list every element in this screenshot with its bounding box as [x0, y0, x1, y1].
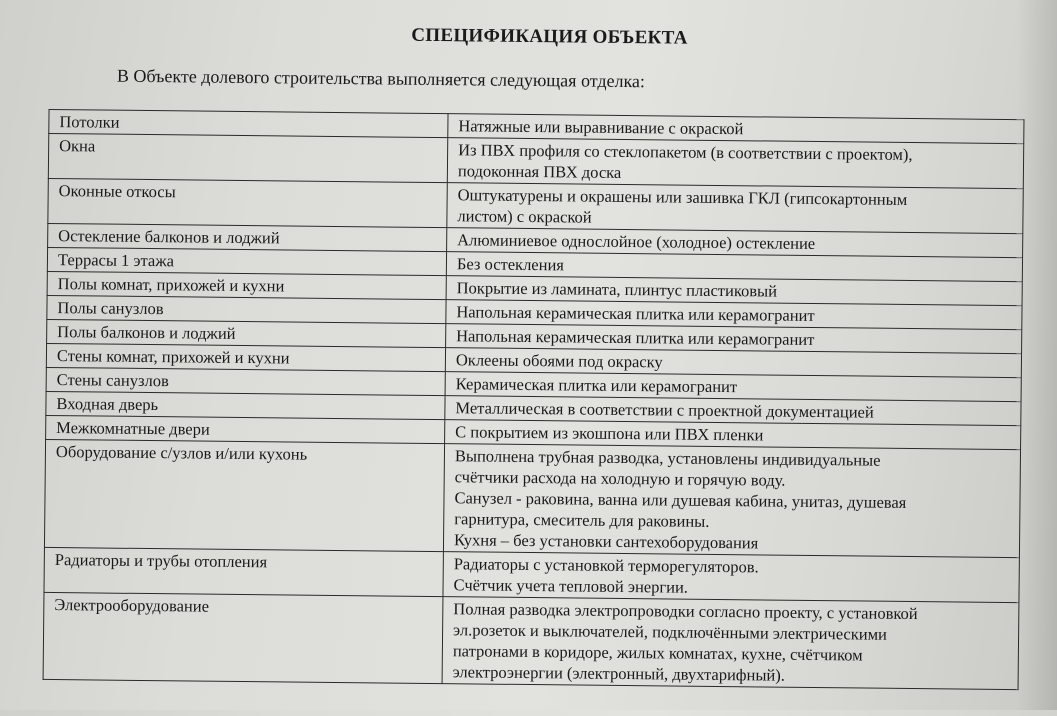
table-row	[43, 592, 1019, 689]
description-line: Напольная керамическая плитка или керамогранит	[456, 302, 815, 325]
description-line: Кухня – без установки сантехоборудования	[453, 530, 759, 553]
document-title: СПЕЦИФИКАЦИЯ ОБЪЕКТА	[411, 24, 688, 49]
item-name-cell: Террасы 1 этажа	[47, 247, 446, 275]
item-name-cell: Полы комнат, прихожей и кухни	[47, 271, 446, 299]
item-name-cell: Электрооборудование	[43, 592, 443, 683]
item-name-cell: Радиаторы и трубы отопления	[44, 547, 443, 596]
item-name-cell: Остекление балконов и лоджий	[48, 223, 447, 251]
description-line: гарнитура, смеситель для раковины.	[454, 509, 710, 531]
finish-description-cell	[443, 444, 1020, 558]
description-line: электроэнергии (электронный, двухтарифный).	[452, 662, 786, 685]
item-name-cell: Стены комнат, прихожей и кухни	[46, 343, 445, 371]
description-line: Санузел - раковина, ванна или душевая кабина, унитаз, душевая	[454, 488, 907, 512]
description-line: листом) с окраской	[457, 206, 592, 227]
description-line: эл.розеток и выключателей, подключёнными электрическими	[453, 620, 888, 644]
table-row	[44, 439, 1020, 557]
item-name-cell: Окна	[48, 133, 447, 182]
finish-description-cell	[447, 138, 1023, 189]
item-name-cell: Входная дверь	[46, 391, 445, 419]
finish-description-cell	[443, 552, 1019, 603]
description-line: Металлическая в соответствии с проектной документацией	[455, 398, 874, 422]
description-line: Керамическая плитка или керамогранит	[455, 374, 738, 397]
intro-text: В Объекте долевого строительства выполняется следующая отделка:	[116, 65, 646, 92]
description-line: Выполнена трубная разводка, установлены индивидуальные	[454, 446, 881, 470]
description-line: Полная разводка электропроводки согласно проекту, с установкой	[453, 599, 918, 624]
description-line: подоконная ПВХ доска	[457, 161, 622, 182]
finish-description-cell	[447, 183, 1023, 234]
description-line: счётчики расхода на холодную и горячую воду.	[454, 467, 786, 490]
description-line: Оштукатурены и окрашены или зашивка ГКЛ (гипсокартонным	[457, 185, 908, 209]
description-line: Радиаторы с установкой терморегуляторов.	[453, 554, 759, 577]
description-line: Покрытие из ламината, плинтус пластиковый	[456, 278, 778, 301]
item-name-cell: Потолки	[49, 109, 448, 137]
description-line: Алюминиевое однослойное (холодное) остекление	[457, 230, 816, 253]
description-line: Счётчик учета тепловой энергии.	[453, 575, 689, 597]
description-line: Оклеены обоями под окраску	[455, 350, 663, 372]
item-name-cell: Полы санузлов	[47, 295, 446, 323]
item-name-cell: Межкомнатные двери	[46, 415, 445, 443]
specification-table-body	[43, 109, 1024, 689]
item-name-cell: Стены санузлов	[46, 367, 445, 395]
description-line: С покрытием из экошпона или ПВХ пленки	[455, 422, 764, 445]
item-name-cell: Полы балконов и лоджий	[47, 319, 446, 347]
description-line: патронами в коридоре, жилых комнатах, кухне, счётчиком	[452, 641, 863, 665]
specification-table	[43, 109, 1025, 690]
page-shadow	[1017, 0, 1057, 710]
description-line: Натяжные или выравнивание с окраской	[458, 116, 744, 139]
description-line: Из ПВХ профиля со стеклопакетом (в соответствии с проектом),	[458, 140, 913, 165]
finish-description-cell	[442, 597, 1019, 690]
item-name-cell: Оконные откосы	[48, 178, 447, 227]
item-name-cell: Оборудование с/узлов и/или кухонь	[44, 439, 444, 551]
description-line: Без остекления	[456, 254, 565, 275]
description-line: Напольная керамическая плитка или керамогранит	[456, 326, 815, 349]
